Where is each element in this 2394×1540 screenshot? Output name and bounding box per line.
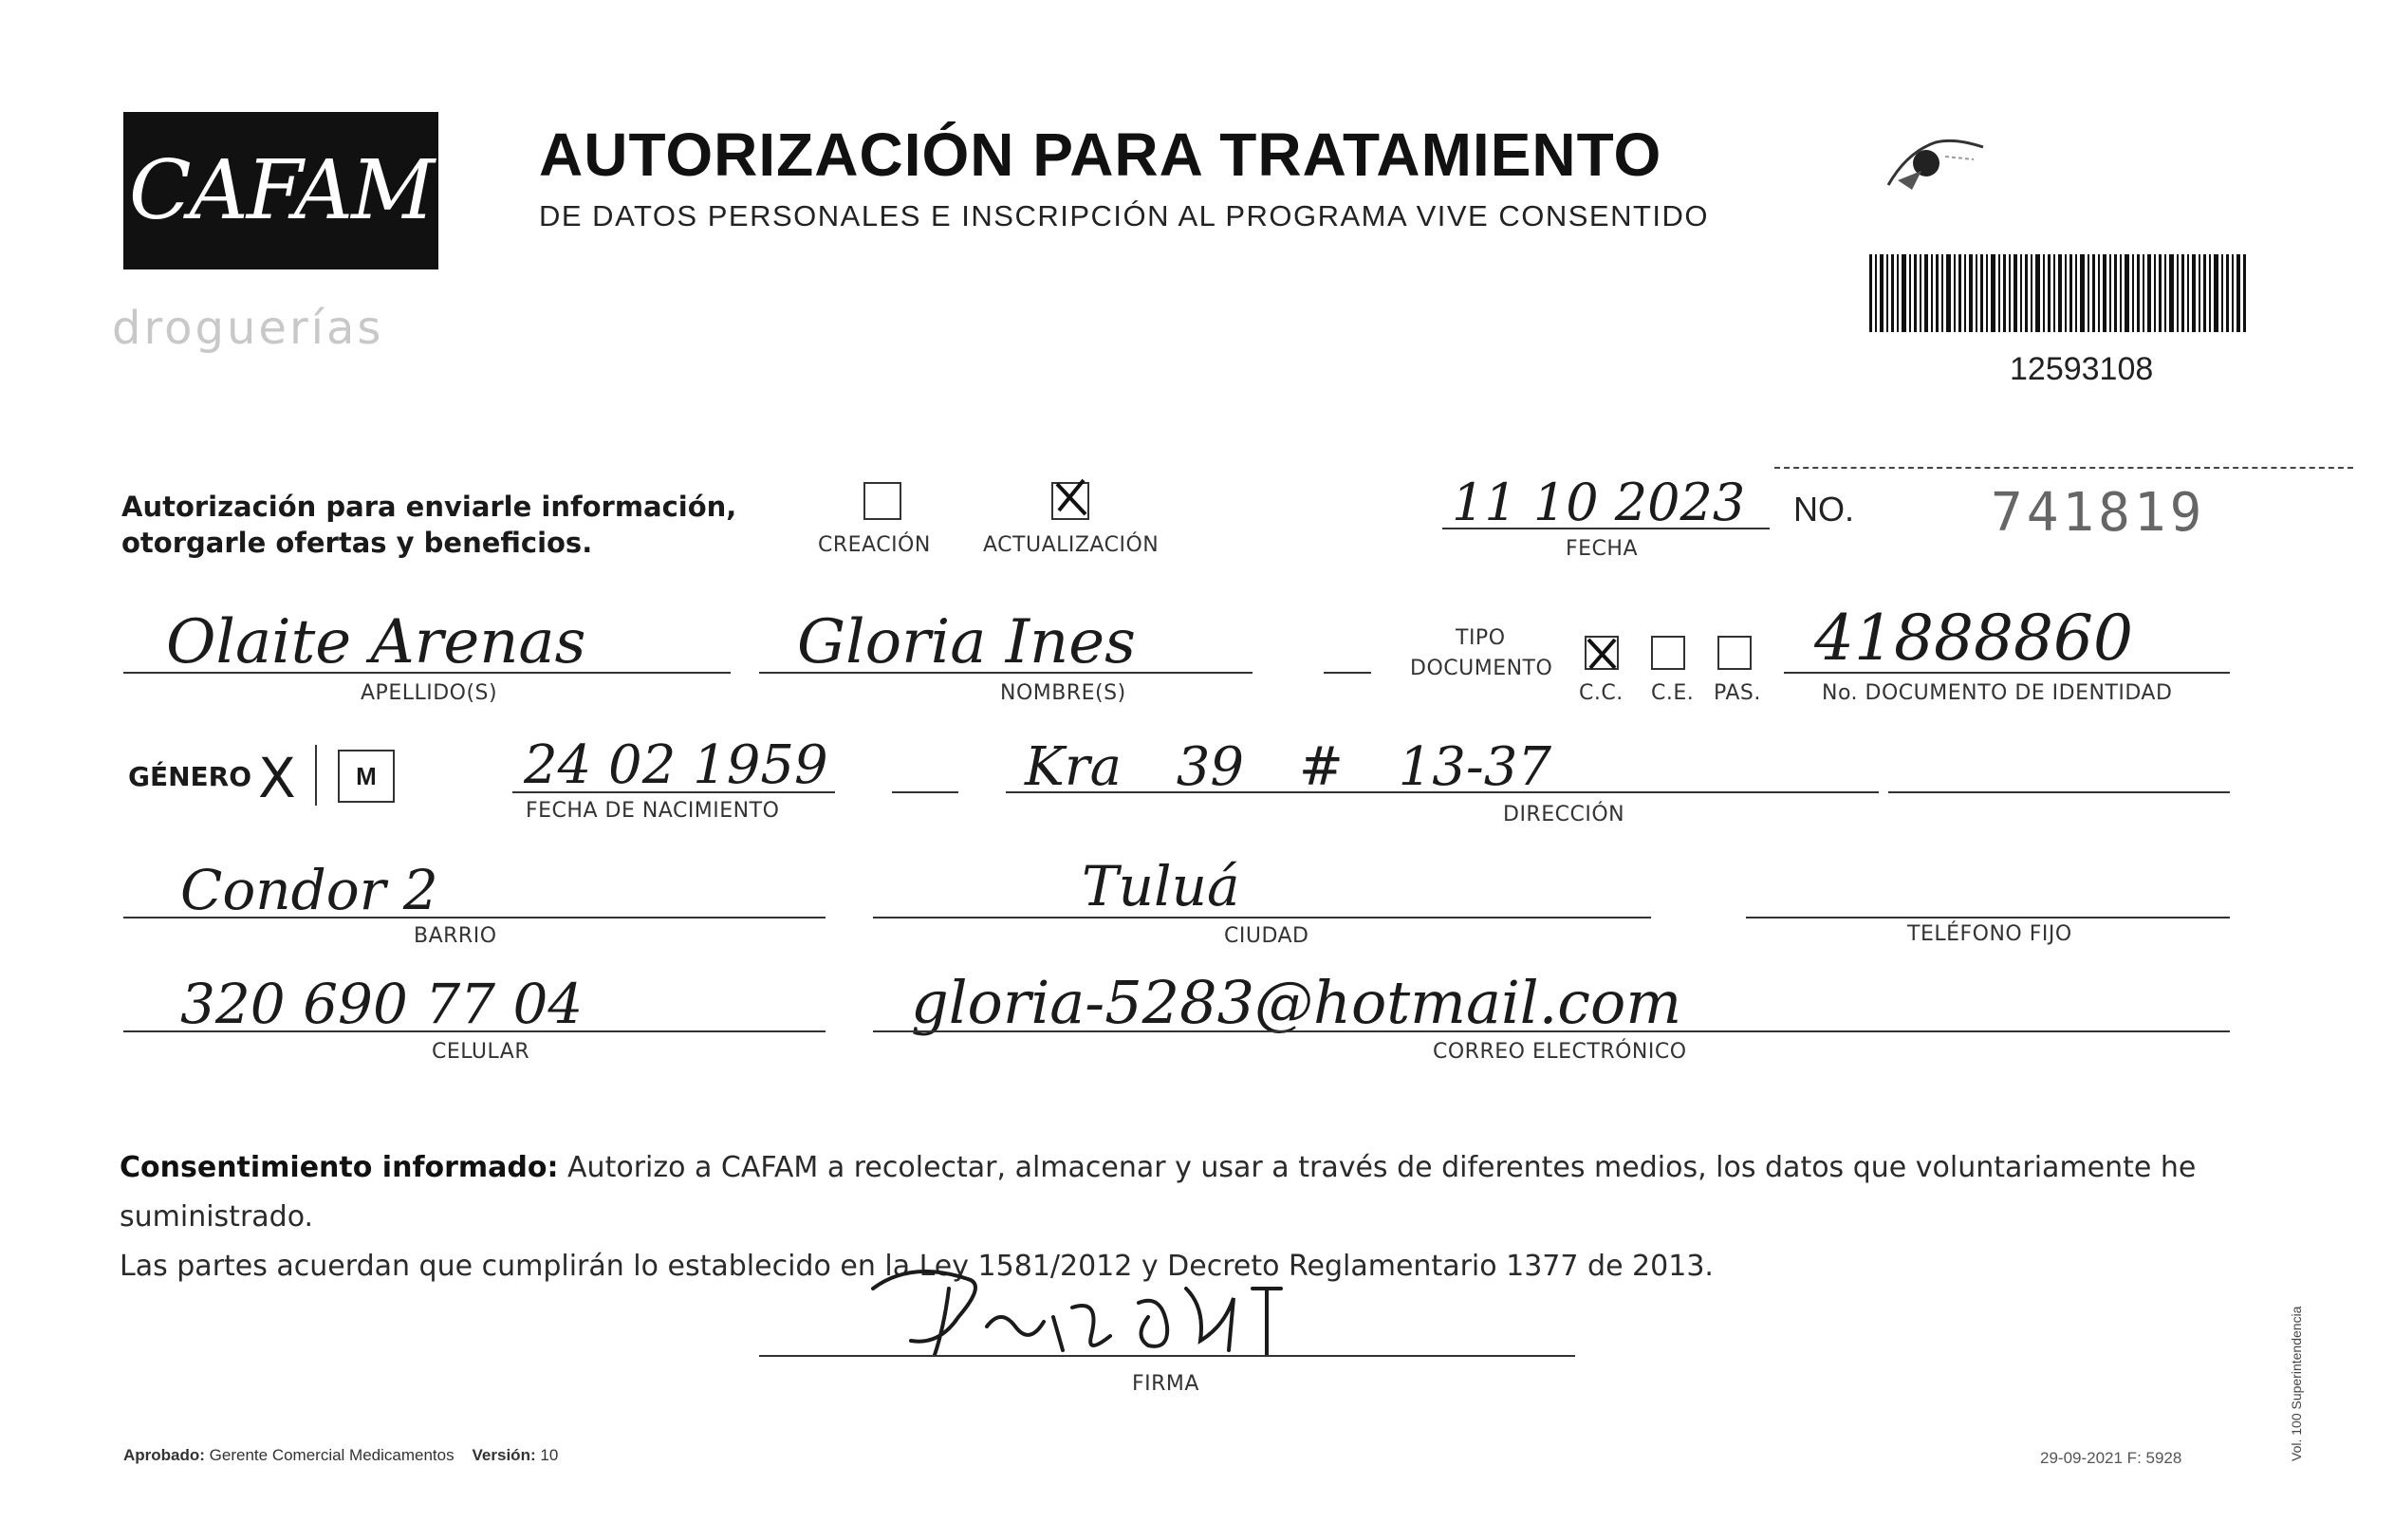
correo-value[interactable]: gloria-5283@hotmail.com	[911, 968, 1682, 1037]
firma-label: FIRMA	[1132, 1372, 1199, 1396]
ciudad-line	[873, 917, 1651, 918]
doc-number-label: No. DOCUMENTO DE IDENTIDAD	[1822, 681, 2173, 705]
ciudad-label: CIUDAD	[1224, 924, 1309, 948]
consent-bold: Consentimiento informado:	[120, 1151, 559, 1184]
ciudad-value[interactable]: Tuluá	[1082, 854, 1240, 918]
firma-line	[759, 1355, 1575, 1357]
side-text: Vol. 100 Superintendencia	[2289, 1306, 2304, 1461]
nacimiento-label: FECHA DE NACIMIENTO	[526, 799, 780, 823]
barrio-label: BARRIO	[414, 924, 497, 948]
document-title: AUTORIZACIÓN PARA TRATAMIENTO	[539, 121, 1662, 189]
tipo-pre-line	[1324, 672, 1371, 674]
check-mark-icon	[1051, 478, 1089, 516]
authorization-label-2: otorgarle ofertas y beneficios.	[121, 527, 593, 559]
version-label: Versión:	[472, 1446, 536, 1464]
correo-label: CORREO ELECTRÓNICO	[1433, 1040, 1687, 1064]
tipo-label: TIPO	[1456, 626, 1506, 650]
genero-f-mark: X	[258, 746, 296, 810]
barrio-value[interactable]: Condor 2	[180, 858, 438, 922]
genero-m-label: M	[356, 762, 377, 790]
direccion-extra-line	[1888, 791, 2230, 793]
barcode-number: 12593108	[2010, 351, 2154, 387]
direccion-line	[1006, 791, 1879, 793]
nombres-value[interactable]: Gloria Ines	[797, 607, 1136, 677]
actualizacion-label: ACTUALIZACIÓN	[983, 533, 1160, 557]
apellidos-line	[123, 672, 731, 674]
celular-label: CELULAR	[432, 1040, 530, 1064]
nombres-line	[759, 672, 1253, 674]
genero-f-box[interactable]	[249, 745, 317, 810]
telefono-line	[1746, 917, 2230, 918]
celular-value[interactable]: 320 690 77 04	[180, 972, 584, 1036]
cafam-logo	[123, 112, 438, 269]
creacion-checkbox[interactable]	[863, 482, 901, 520]
pas-label: PAS.	[1714, 681, 1761, 705]
version-value: 10	[540, 1446, 559, 1464]
doc-number-line	[1784, 672, 2230, 674]
creacion-label: CREACIÓN	[818, 533, 931, 557]
consent-text-1: Autorizo a CAFAM a recolectar, almacenar y usar a través de diferentes medios, los datos que voluntariamente he suministrado.	[120, 1151, 2197, 1234]
x-mark-icon	[1585, 636, 1619, 670]
footer-right: 29-09-2021 F: 5928	[2040, 1449, 2182, 1467]
documento-label: DOCUMENTO	[1410, 657, 1553, 680]
barcode-icon	[1869, 254, 2249, 332]
nacimiento-line	[512, 791, 835, 793]
fecha-line	[1442, 528, 1770, 529]
cc-checkbox[interactable]	[1585, 636, 1619, 670]
aprobado-label: Aprobado:	[123, 1446, 205, 1464]
ce-label: C.E.	[1651, 681, 1695, 705]
logo-subtext: droguerías	[112, 302, 384, 355]
ce-checkbox[interactable]	[1651, 636, 1685, 670]
no-dashed-line	[1774, 467, 2353, 469]
consent-line-1	[120, 1143, 2245, 1242]
fecha-label: FECHA	[1566, 537, 1639, 561]
bird-logo-icon	[1879, 114, 1993, 199]
logo-text: CAFAM	[128, 143, 434, 238]
direccion-pre-line	[892, 791, 958, 793]
document-subtitle: DE DATOS PERSONALES E INSCRIPCIÓN AL PROGRAMA VIVE CONSENTIDO	[539, 199, 1710, 232]
direccion-value[interactable]: Kra 39 # 13-37	[1025, 736, 1552, 798]
actualizacion-checkbox[interactable]	[1051, 482, 1089, 520]
authorization-label-1: Autorización para enviarle información,	[121, 491, 737, 523]
fecha-value[interactable]: 11 10 2023	[1452, 473, 1746, 532]
genero-label: GÉNERO	[128, 761, 252, 792]
footer-left	[123, 1446, 558, 1465]
nacimiento-value[interactable]: 24 02 1959	[524, 734, 828, 796]
telefono-label: TELÉFONO FIJO	[1907, 922, 2072, 946]
correo-line	[873, 1030, 2230, 1032]
pas-checkbox[interactable]	[1717, 636, 1752, 670]
celular-line	[123, 1030, 826, 1032]
aprobado-value: Gerente Comercial Medicamentos	[209, 1446, 455, 1464]
direccion-label: DIRECCIÓN	[1503, 803, 1625, 826]
consent-line-2: Las partes acuerdan que cumplirán lo establecido en la Ley 1581/2012 y Decreto Reglamentario 1377 de 2013.	[120, 1250, 1714, 1283]
cc-label: C.C.	[1579, 681, 1624, 705]
doc-number-value[interactable]: 41888860	[1814, 602, 2133, 675]
apellidos-label: APELLIDO(S)	[361, 681, 498, 705]
no-value: 741819	[1991, 482, 2206, 544]
no-label: NO.	[1793, 490, 1855, 529]
barrio-line	[123, 917, 826, 918]
genero-m-box[interactable]	[338, 750, 395, 803]
nombres-label: NOMBRE(S)	[1000, 681, 1126, 705]
apellidos-value[interactable]: Olaite Arenas	[166, 607, 586, 677]
